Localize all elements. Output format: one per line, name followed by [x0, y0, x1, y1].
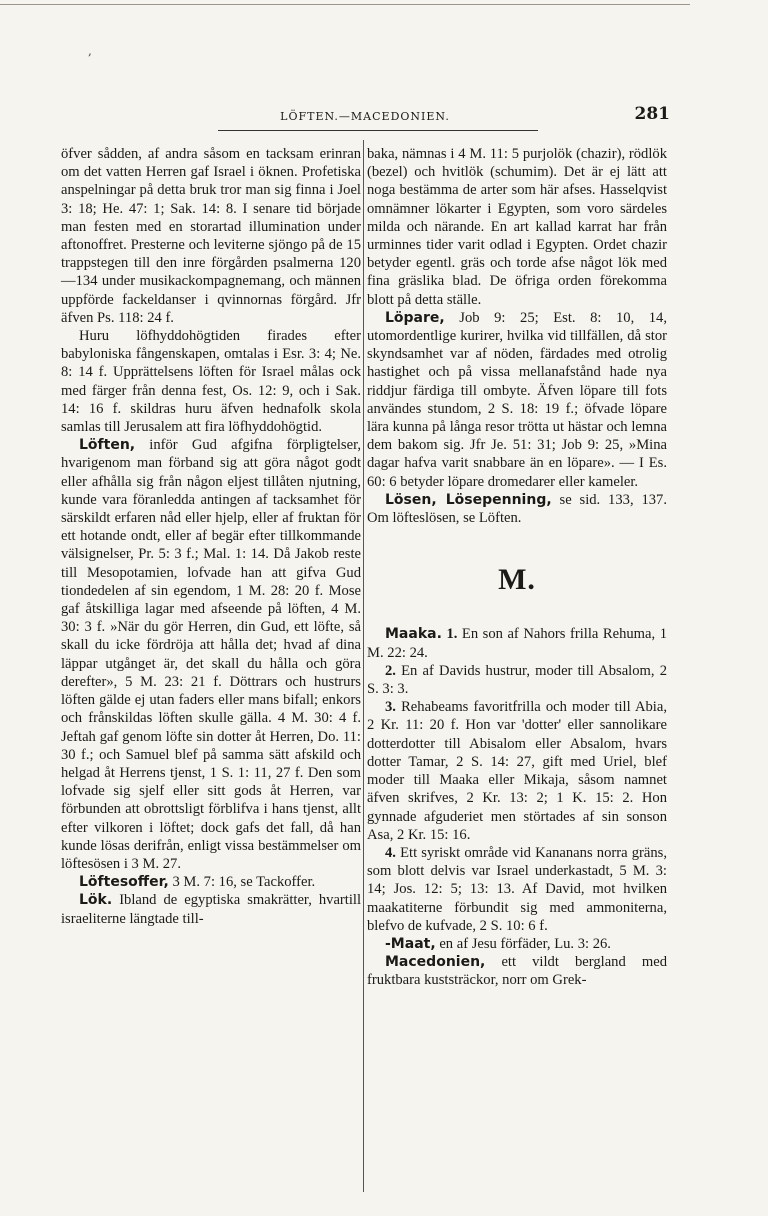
sense-number: 4. [385, 844, 396, 861]
entry-maaka-2 [367, 662, 667, 698]
entry-losen [367, 491, 667, 527]
entry-macedonien [367, 953, 667, 989]
headword: Maaka. [385, 626, 442, 643]
entry-text: ett vildt bergland med fruktbara kuststräckor, norr om Grek- [367, 954, 667, 989]
headword: Löpare, [385, 309, 445, 326]
entry-maaka-4 [367, 844, 667, 935]
sense-number: 1. [446, 626, 458, 643]
entry-text: 3 M. 7: 16, se Tackoffer. [172, 874, 316, 891]
headword: Löftesoffer, [79, 874, 169, 891]
entry-text: Rehabeams favoritfrilla och moder till Abia, 2 Kr. 11: 20 f. Hon var 'dotter' eller sannolikare dotterdotter till Abisalom eller Absalom, hvars dotter Tamar, 2 S. 14: 27, gift med Uriel, blef moder till Maaka eller Mikaja, såsom namnet äfven skrifves, 2 Kr. 13: 2; 1 K. 15: 2. Hon gynnade afguderiet men störtades af sin sonson Asa, 2 Kr. 15: 16. [367, 699, 667, 843]
entry-maat [367, 935, 667, 953]
left-column [61, 145, 361, 928]
entry-text: en af Jesu förfäder, Lu. 3: 26. [439, 935, 611, 952]
page-number: 281 [634, 104, 670, 124]
entry-lok [61, 891, 361, 927]
paragraph [61, 145, 361, 327]
paragraph [367, 145, 667, 309]
entry-maaka-3 [367, 698, 667, 844]
entry-text: En af Davids hustrur, moder till Absalom, 2 S. 3: 3. [367, 662, 667, 698]
paragraph [61, 327, 361, 436]
headword: -Maat, [385, 935, 436, 952]
running-title: LÖFTEN.—MACEDONIEN. [280, 110, 450, 123]
section-letter: M. [498, 563, 536, 597]
entry-text: inför Gud afgifna förpligtelser, hvarigenom man förband sig att göra något godt eller afhålla sig från någon eljest tillåten njutning, kunde vara föranledda antingen af tacksamhet för särskildt erfaren nåd eller hjelp, eller af fruktan för ett hotande ondt, eller af begär efter tillkommande välsignelser, Pr. 5: 3 f.; Mal. 1: 14. Då Jakob reste till Mesopotamien, lofvade han att gifva Gud tiondedelen af sin egendom, 1 M. 28: 20 f. Mose gaf åtskilliga lagar med afseende på löften, 4 M. 30: 3 f. »När du gör Herren, din Gud, ett löfte, så skall du icke fördröja att hålla det; hvad af dina läppar utgånget är, det skall du hålla och göra derefter», 5 M. 23: 21 f. Döttrars och hustrurs löften gälde ej utan faders eller mans bifall; enkors och frånskildas löften skulle gälla. 4 M. 30: 4 f. Jeftah gaf genom löfte sin dotter åt Herren, Do. 11: 30 f.; och Samuel blef på samma sätt afskild och helgad åt Herrens tjenst, 1 S. 1: 11, 27 f. Den som lofvade sig sjelf eller sitt gods åt Herren, var förbunden att obrottsligt förblifva i hans tjenst, allt efter vilkoren i löftet; dock gafs det fall, då han kunde lösas derifrån, enligt vissa bestämmelser om löftesösen i 3 M. 27. [61, 437, 361, 872]
entry-text: En son af Nahors frilla Rehuma, 1 M. 22: 24. [367, 626, 667, 661]
entry-text: Ibland de egyptiska smakrätter, hvartill israeliterne längtade till- [61, 892, 361, 927]
paragraph-text: öfver sådden, af andra såsom en tacksam erinran om det vatten Herren gaf Israel i öknen. Profetiska anspelningar på detta bruk tror man sig finna i Joel 3: 18; He. 47: 1; Sak. 14: 8. I senare tid började man festen med en storartad illumination under aftonoffret. Presterne och leviterne sjöngo på de 15 trappstegen till den inre förgården psalmerna 120—134 under musikackompagnemang, och männen uppförde fackeldanser i qvinnornas förgård. Jfr äfven Ps. 118: 24 f. [61, 146, 361, 326]
entry-text: Ett syriskt område vid Kananans norra gräns, som blott delvis var Israel underkastadt, 5 M. 3: 14; Jos. 12: 5; 13: 13. Af David, mot hvilken maakatiterne förbundit sig med ammoniterna, blefvo de kufvade, 2 S. 10: 6 f. [367, 844, 667, 934]
scan-speck: , [88, 44, 92, 58]
entry-text: se sid. 133, 137. Om löfteslösen, se Löften. [367, 491, 667, 527]
paragraph-text: baka, nämnas i 4 M. 11: 5 purjolök (chazir), rödlök (bezel) och hvitlök (schumim). Det är ej lätt att noga bestämma de arter som här afses. Hasselqvist omnämner lökarter i Egypten, som voro särdeles milda och närande. En art kallad karrat har från urminnes tider varit odlad i Egypten. Ordet chazir betyder egentl. gräs och torde afse något lök med fina gräslika blad. De öfriga orden förekomma blott på detta ställe. [367, 146, 667, 308]
column-divider [363, 140, 364, 1192]
entry-text: Job 9: 25; Est. 8: 10, 14, utomordentlige kurirer, hvilka vid tillfällen, då stor skyndsamhet var af nöden, färdades med otrolig hastighet och på vissa mellanafstånd hade nya riddjur färdiga till ombyte. Äfven löpare till fots användes stundom, 2 S. 18: 19 f.; öfvade löpare lära kunna på långa resor trötta ut hästar och lemna dem bakom sig. Jfr Je. 51: 31; Job 9: 25, »Mina dagar hafva varit snabbare än en löpare». — I Es. 60: 6 betyder löpare dromedarer eller kameler. [367, 309, 668, 490]
scan-edge-line [0, 4, 690, 5]
sense-number: 2. [385, 662, 396, 679]
page-header [60, 104, 670, 128]
headword: Lösen, Lösepenning, [385, 491, 552, 508]
header-rule [218, 130, 538, 131]
right-column [367, 145, 667, 990]
paragraph-text: Huru löfhyddohögtiden firades efter babyloniska fångenskapen, omtalas i Esr. 3: 4; Ne. 8: 14 f. Upprättelsens löften för Israel målas ock med färger från denna fest, Os. 12: 9, och i Sak. 14: 16 f. skildras huru äfven hednafolk skola samlas till Jerusalem att fira löfhyddohögtid. [61, 328, 361, 436]
entry-maaka-1 [367, 625, 667, 661]
headword: Lök. [79, 892, 113, 909]
sense-number: 3. [385, 699, 396, 716]
entry-lopare [367, 309, 667, 491]
headword: Macedonien, [385, 954, 486, 971]
entry-loftesoffer [61, 873, 361, 891]
entry-loften [61, 436, 361, 873]
headword: Löften, [79, 437, 136, 454]
